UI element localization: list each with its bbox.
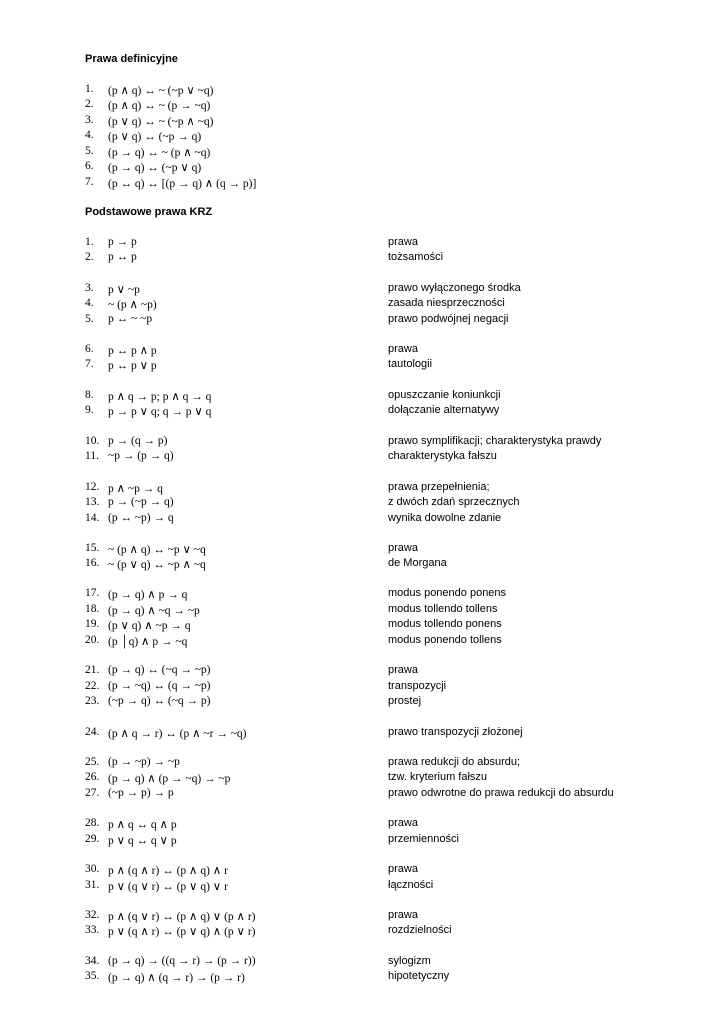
item-number: 8. xyxy=(85,389,94,401)
item-description: prawo odwrotne do prawa redukcji do absurdu xyxy=(388,787,614,799)
item-number: 1. xyxy=(85,236,94,248)
item-number: 3. xyxy=(85,282,94,294)
item-formula: p ∧ q → p; p ∧ q → q xyxy=(108,391,212,403)
item-formula: p → p ∨ q; q → p ∨ q xyxy=(108,406,212,418)
item-number: 7. xyxy=(85,176,94,188)
item-formula: ~ (p ∧ ~p) xyxy=(108,299,157,311)
item-description: przemienności xyxy=(388,833,459,845)
item-formula: (p ∨ q) ↔ ~ (~p ∧ ~q) xyxy=(108,116,214,128)
item-description: tautologii xyxy=(388,358,433,370)
item-number: 5. xyxy=(85,313,94,325)
item-formula: (p → q) ↔ (~q → ~p) xyxy=(108,664,211,676)
item-number: 16. xyxy=(85,557,100,569)
item-number: 6. xyxy=(85,343,94,355)
item-number: 1. xyxy=(85,83,94,95)
item-formula: (~p → q) ↔ (~q → p) xyxy=(108,695,211,707)
item-description: modus tollendo ponens xyxy=(388,618,502,630)
item-number: 19. xyxy=(85,618,100,630)
section2-title: Podstawowe prawa KRZ xyxy=(85,206,213,218)
item-formula: p ∨ (q ∨ r) ↔ (p ∨ q) ∨ r xyxy=(108,881,228,893)
item-description: prawa xyxy=(388,863,418,875)
item-description: tożsamości xyxy=(388,251,444,263)
item-formula: (p │q) ∧ p → ~q xyxy=(108,636,188,648)
item-description: prawa redukcji do absurdu; xyxy=(388,756,521,768)
item-number: 7. xyxy=(85,358,94,370)
item-description: modus tollendo tollens xyxy=(388,603,498,615)
item-number: 4. xyxy=(85,129,94,141)
item-formula: p → p xyxy=(108,236,137,248)
item-number: 27. xyxy=(85,787,100,799)
item-formula: (p ∨ q) ↔ (~p → q) xyxy=(108,131,202,143)
item-number: 32. xyxy=(85,909,100,921)
item-formula: (p ∨ q) ∧ ~p → q xyxy=(108,620,191,632)
item-description: prawo symplifikacji; charakterystyka prawdy xyxy=(388,435,602,447)
item-number: 6. xyxy=(85,160,94,172)
item-description: prawa xyxy=(388,909,418,921)
item-formula: (p ∧ q → r) ↔ (p ∧ ~r → ~q) xyxy=(108,728,247,740)
item-number: 25. xyxy=(85,756,100,768)
item-formula: p ∧ (q ∨ r) ↔ (p ∧ q) ∨ (p ∧ r) xyxy=(108,911,256,923)
item-number: 3. xyxy=(85,114,94,126)
item-number: 13. xyxy=(85,496,100,508)
item-formula: (p ∧ q) ↔ ~ (~p ∨ ~q) xyxy=(108,85,214,97)
item-number: 18. xyxy=(85,603,100,615)
item-formula: p → (~p → q) xyxy=(108,496,174,508)
item-description: opuszczanie koniunkcji xyxy=(388,389,501,401)
item-description: zasada niesprzeczności xyxy=(388,297,505,309)
item-description: łączności xyxy=(388,879,434,891)
item-formula: (p → q) ∧ (p → ~q) → ~p xyxy=(108,773,231,785)
item-formula: (~p → p) → p xyxy=(108,787,174,799)
item-description: wynika dowolne zdanie xyxy=(388,512,502,524)
item-formula: p ↔ p ∧ p xyxy=(108,345,157,357)
item-number: 31. xyxy=(85,879,100,891)
item-formula: ~ (p ∧ q) ↔ ~p ∨ ~q xyxy=(108,544,206,556)
item-description: transpozycji xyxy=(388,680,447,692)
item-number: 22. xyxy=(85,680,100,692)
item-formula: (p → q) ↔ ~ (p ∧ ~q) xyxy=(108,147,211,159)
item-formula: p ∨ q ↔ q ∨ p xyxy=(108,835,177,847)
item-description: modus ponendo ponens xyxy=(388,587,507,599)
item-description: tzw. kryterium fałszu xyxy=(388,771,488,783)
item-description: prawa xyxy=(388,343,418,355)
item-formula: p ∨ (q ∧ r) ↔ (p ∨ q) ∧ (p ∨ r) xyxy=(108,926,256,938)
item-description: prawo podwójnej negacji xyxy=(388,313,509,325)
item-number: 4. xyxy=(85,297,94,309)
item-number: 20. xyxy=(85,634,100,646)
item-formula: (p → q) ↔ (~p ∨ q) xyxy=(108,162,202,174)
item-number: 30. xyxy=(85,863,100,875)
item-description: prawo wyłączonego środka xyxy=(388,282,521,294)
item-description: dołączanie alternatywy xyxy=(388,404,500,416)
item-formula: (p ↔ ~p) → q xyxy=(108,512,174,524)
item-number: 17. xyxy=(85,587,100,599)
item-formula: p ↔ p ∨ p xyxy=(108,360,157,372)
item-formula: p ∧ q ↔ q ∧ p xyxy=(108,819,177,831)
section1-title: Prawa definicyjne xyxy=(85,53,178,65)
item-number: 11. xyxy=(85,450,99,462)
item-number: 2. xyxy=(85,251,94,263)
item-number: 23. xyxy=(85,695,100,707)
item-formula: p ∧ (q ∧ r) ↔ (p ∧ q) ∧ r xyxy=(108,865,228,877)
item-formula: (p → q) → ((q → r) → (p → r)) xyxy=(108,955,256,967)
item-formula: (p → q) ∧ ~q → ~p xyxy=(108,605,200,617)
item-description: hipotetyczny xyxy=(388,970,450,982)
item-number: 24. xyxy=(85,726,100,738)
item-formula: (p → ~p) → ~p xyxy=(108,756,180,768)
item-description: z dwóch zdań sprzecznych xyxy=(388,496,520,508)
item-description: rozdzielności xyxy=(388,924,452,936)
item-number: 21. xyxy=(85,664,100,676)
item-formula: ~ (p ∨ q) ↔ ~p ∧ ~q xyxy=(108,559,206,571)
item-description: prawa przepełnienia; xyxy=(388,481,490,493)
item-formula: p ↔ p xyxy=(108,251,137,263)
item-number: 15. xyxy=(85,542,100,554)
item-description: prostej xyxy=(388,695,422,707)
item-number: 12. xyxy=(85,481,100,493)
item-number: 2. xyxy=(85,98,94,110)
item-number: 5. xyxy=(85,145,94,157)
item-description: sylogizm xyxy=(388,955,431,967)
item-formula: (p → q) ∧ p → q xyxy=(108,589,188,601)
item-number: 26. xyxy=(85,771,100,783)
item-formula: (p ↔ q) ↔ [(p → q) ∧ (q → p)] xyxy=(108,178,257,190)
item-description: prawa xyxy=(388,817,418,829)
item-formula: (p → ~q) ↔ (q → ~p) xyxy=(108,680,211,692)
item-description: prawa xyxy=(388,664,418,676)
item-formula: (p → q) ∧ (q → r) → (p → r) xyxy=(108,972,245,984)
item-formula: p ∧ ~p → q xyxy=(108,483,163,495)
item-description: charakterystyka fałszu xyxy=(388,450,497,462)
item-number: 33. xyxy=(85,924,100,936)
item-description: prawa xyxy=(388,236,418,248)
item-description: prawa xyxy=(388,542,418,554)
item-description: modus ponendo tollens xyxy=(388,634,502,646)
item-formula: ~p → (p → q) xyxy=(108,450,174,462)
item-number: 28. xyxy=(85,817,100,829)
item-number: 10. xyxy=(85,435,100,447)
item-description: de Morgana xyxy=(388,557,447,569)
item-formula: p ∨ ~p xyxy=(108,284,140,296)
item-number: 34. xyxy=(85,955,100,967)
item-formula: p ↔ ~ ~p xyxy=(108,313,153,325)
item-formula: p → (q → p) xyxy=(108,435,168,447)
item-description: prawo transpozycji złożonej xyxy=(388,726,523,738)
item-number: 14. xyxy=(85,512,100,524)
item-number: 29. xyxy=(85,833,100,845)
item-number: 35. xyxy=(85,970,100,982)
item-number: 9. xyxy=(85,404,94,416)
item-formula: (p ∧ q) ↔ ~ (p → ~q) xyxy=(108,100,211,112)
